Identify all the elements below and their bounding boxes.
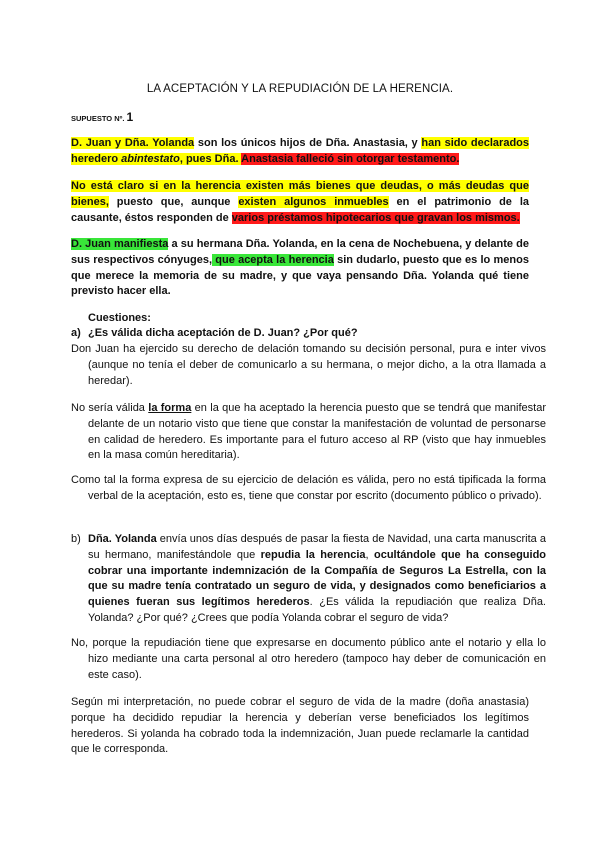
answer-1: Don Juan ha ejercido su derecho de delación tomando su decisión personal, pura e inter vivos (aunque no tenía el deber de comunicarlo a su hermana, o mejor dicho, a la otra llamada a heredar). <box>71 343 546 387</box>
cuestiones-heading: Cuestiones: <box>88 312 151 324</box>
question-b: b) Dña. Yolanda envía unos días después de pasar la fiesta de Navidad, una carta manuscrita a su hermano, manifestándole que repudia la herencia, ocultándole que ha conseguido cobrar una importante indemnización de la Compañía de Seguros La Estrella, con la que su madre tenía contratado un seguro de vida, y designados como beneficiarios a quienes fueran sus legítimos herederos. ¿Es válida la repudiación que realiza Dña. Yolanda? ¿Por qué? ¿Crees que podía Yolanda cobrar el seguro de vida? <box>71 533 547 624</box>
paragraph-statement-2: No está claro si en la herencia existen más bienes que deudas, o más deudas que bienes, puesto que, aunque existen algunos inmuebles en el patrimonio de la causante, éstos responden de varios préstamos hipotecarios que gravan los mismos. <box>71 180 529 224</box>
paragraph-statement-3: D. Juan manifiesta a su hermana Dña. Yolanda, en la cena de Nochebuena, y delante de sus respectivos cónyuges, que acepta la herencia sin dudarlo, puesto que es lo menos que merece la memoria de su madre, y que vaya pensando Dña. Yolanda qué tiene previsto hacer ella. <box>71 238 530 298</box>
answer-4: No, porque la repudiación tiene que expresarse en documento público ante el notario y ella lo hizo mediante una carta personal al otro heredero (tampoco hay deber de comunicación en este caso). <box>71 637 546 681</box>
answer-2: No sería válida la forma en la que ha aceptado la herencia puesto que se tendrá que manifestar delante de un notario visto que tiene que constar la manifestación de voluntad de personarse en calidad de heredero. Es importante para el futuro acceso al RP (visto que hay inmuebles en la masa común hereditaria). <box>71 402 546 462</box>
question-a: a) ¿Es válida dicha aceptación de D. Juan? ¿Por qué? <box>71 327 358 339</box>
answer-5: Según mi interpretación, no puede cobrar el seguro de vida de la madre (doña anastasia) porque ha decidido repudiar la herencia y deberían verse beneficiados los legítimos herederos. Si yolanda ha cobrado toda la indemnización, Juan puede reclamarle la cantidad que le corresponda. <box>71 696 529 756</box>
supuesto-number: 1 <box>126 110 134 124</box>
paragraph-statement-1: D. Juan y Dña. Yolanda son los únicos hijos de Dña. Anastasia, y han sido declarados heredero abintestato, pues Dña. Anastasia falleció sin otorgar testamento. <box>71 137 530 165</box>
answer-3: Como tal la forma expresa de su ejercicio de delación es válida, pero no está tipificada la forma verbal de la aceptación, esto es, tiene que constar por escrito (documento público o privado). <box>71 474 546 502</box>
document-title: LA ACEPTACIÓN Y LA REPUDIACIÓN DE LA HERENCIA. <box>146 83 454 95</box>
supuesto-label: SUPUESTO Nº. <box>71 114 125 123</box>
supuesto-heading <box>71 110 133 124</box>
